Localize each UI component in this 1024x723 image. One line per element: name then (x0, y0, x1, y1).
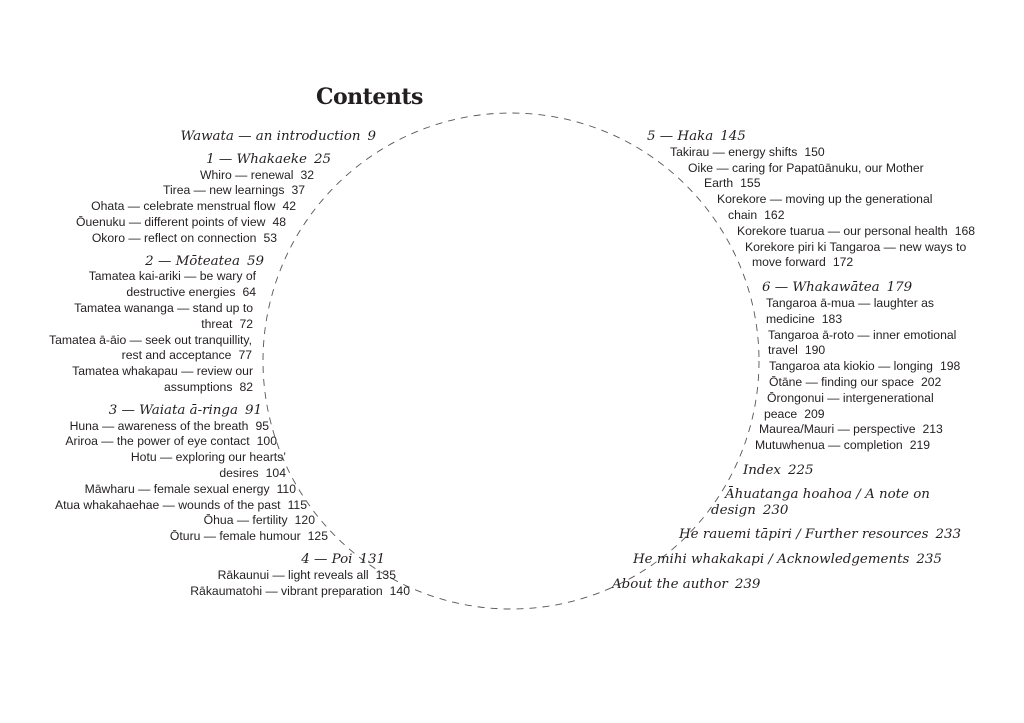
page-number: 168 (954, 223, 976, 238)
entry-title: Index (743, 462, 781, 478)
entry-title: Korekore piri ki Tangaroa — new ways to (745, 239, 967, 254)
entry-title: peace (764, 406, 798, 421)
entry-title: Rākaunui — light reveals all (217, 567, 369, 582)
page-number: 179 (886, 280, 913, 296)
contents-entry (612, 328, 975, 360)
entry-title: Ōtāne — finding our space (769, 374, 914, 389)
section-heading (49, 152, 410, 168)
entry-title: Oike — caring for Papatūānuku, our Mother (688, 160, 924, 175)
entry-title: Atua whakahaehae — wounds of the past (54, 497, 281, 512)
contents-entry (49, 513, 410, 529)
contents-entry (49, 498, 410, 514)
section-heading (49, 552, 410, 568)
contents-entry (612, 422, 975, 438)
contents-entry (49, 231, 410, 247)
page-number: 131 (359, 551, 385, 567)
entry-title: Tamatea whakapau — review our (72, 364, 253, 379)
entry-title: Ōhua — fertility (203, 513, 288, 528)
entry-title: He rauemi tāpiri / Further resources (679, 527, 929, 543)
entry-title: threat (201, 316, 233, 331)
page-number: 77 (238, 348, 252, 363)
contents-entry (612, 296, 975, 328)
page-number: 230 (762, 502, 789, 518)
entry-title: Ōuenuku — different points of view (75, 214, 266, 229)
contents-entry (612, 391, 975, 423)
entry-title: About the author (612, 576, 728, 592)
entry-title: 3 — Waiata ā-ringa (108, 402, 238, 418)
contents-entry (612, 359, 975, 375)
section-heading (612, 129, 975, 145)
entry-title: desires (219, 465, 259, 480)
entry-title: Korekore — moving up the generational (717, 192, 933, 207)
entry-title: Korekore tuarua — our personal health (737, 223, 948, 238)
page-title: Contents (316, 84, 423, 110)
page-number: 135 (375, 567, 396, 582)
contents-entry (612, 438, 975, 454)
entry-title: move forward (752, 255, 826, 270)
entry-title: 2 — Mōteatea (145, 253, 240, 269)
page-number: 140 (389, 583, 410, 598)
page-number: 95 (255, 418, 269, 433)
section-heading (612, 527, 975, 543)
entry-title: Māwharu — female sexual energy (84, 481, 270, 496)
page-number: 115 (287, 497, 307, 512)
entry-title: Tangaroa ā-mua — laughter as (766, 295, 935, 310)
entry-title: He mihi whakakapi / Acknowledgements (633, 552, 910, 568)
contents-entry (49, 419, 410, 435)
contents-right-column (612, 129, 975, 593)
contents-entry (612, 240, 975, 272)
contents-entry (612, 375, 975, 391)
page-number: 59 (246, 253, 264, 269)
entry-title: Ariroa — the power of eye contact (65, 434, 250, 449)
contents-entry (49, 434, 410, 450)
contents-entry (49, 482, 410, 498)
contents-left-column (49, 129, 410, 599)
page-number: 155 (740, 176, 761, 191)
contents-entry (49, 168, 410, 184)
entry-title: design (711, 502, 756, 518)
page-number: 91 (244, 402, 262, 418)
page-number: 48 (272, 214, 286, 229)
section-heading (612, 577, 975, 593)
entry-title: Huna — awareness of the breath (69, 418, 249, 433)
section-heading (49, 403, 410, 419)
entry-title: 1 — Whakaeke (206, 151, 307, 167)
contents-entry (612, 224, 975, 240)
entry-title: Ōturu — female humour (169, 529, 301, 544)
contents-entry (49, 450, 410, 482)
entry-title: Mutuwhenua — completion (755, 438, 903, 453)
entry-title: Tamatea kai-ariki — be wary of (88, 269, 256, 284)
entry-title: Tamatea wananga — stand up to (74, 300, 253, 315)
entry-title: assumptions (164, 379, 233, 394)
entry-title: Tangaroa ata kiokio — longing (769, 359, 933, 374)
page-number: 64 (242, 285, 256, 300)
section-heading (612, 552, 975, 568)
page-number: 9 (367, 129, 376, 144)
entry-title: Okoro — reflect on connection (91, 230, 257, 245)
page-number: 37 (291, 183, 305, 198)
contents-entry (49, 529, 410, 545)
page-number: 42 (282, 199, 296, 214)
entry-title: medicine (766, 311, 815, 326)
entry-title: 5 — Haka (647, 129, 714, 144)
section-heading (49, 254, 410, 270)
entry-title: rest and acceptance (121, 348, 232, 363)
contents-entry (612, 192, 975, 224)
section-heading (612, 280, 975, 296)
entry-title: Whiro — renewal (199, 167, 294, 182)
page-number: 219 (909, 438, 931, 453)
section-heading (612, 487, 975, 519)
contents-entry (49, 568, 410, 584)
entry-title: Tirea — new learnings (162, 183, 285, 198)
page-number: 145 (720, 129, 746, 144)
contents-entry (49, 333, 410, 365)
contents-entry (49, 364, 410, 396)
page-number: 190 (804, 343, 826, 358)
page-number: 25 (313, 151, 331, 167)
entry-title: destructive energies (126, 285, 236, 300)
page-number: 120 (294, 513, 315, 528)
page-number: 198 (939, 359, 961, 374)
contents-entry (612, 145, 975, 161)
section-heading (612, 463, 975, 479)
contents-entry (49, 269, 410, 301)
entry-title: Wawata — an introduction (180, 129, 361, 144)
page-number: 239 (734, 576, 761, 592)
entry-title: Ohata — celebrate menstrual flow (91, 199, 276, 214)
page-number: 172 (832, 255, 854, 270)
entry-title: Maurea/Mauri — perspective (759, 422, 916, 437)
entry-title: Hotu — exploring our hearts’ (130, 450, 286, 465)
entry-title: chain (728, 207, 758, 222)
page-number: 125 (307, 529, 328, 544)
page-number: 82 (239, 379, 253, 394)
page-number: 213 (922, 422, 943, 437)
contents-entry (49, 183, 410, 199)
page-number: 225 (787, 462, 814, 478)
page-number: 110 (276, 481, 296, 496)
page-number: 235 (916, 552, 942, 568)
page-number: 183 (821, 311, 843, 326)
entry-title: Takirau — energy shifts (670, 144, 798, 159)
entry-title: Earth (704, 176, 734, 191)
contents-entry (612, 161, 975, 193)
entry-title: 4 — Poi (301, 551, 353, 567)
entry-title: Rākaumatohi — vibrant preparation (190, 583, 383, 598)
page-number: 202 (920, 374, 942, 389)
page-number: 209 (804, 406, 825, 421)
page-number: 162 (764, 207, 785, 222)
contents-entry (49, 584, 410, 600)
page-number: 150 (804, 144, 825, 159)
entry-title: Tangaroa ā-roto — inner emotional (768, 327, 957, 342)
page-number: 32 (300, 167, 314, 182)
entry-title: Āhuatanga hoahoa / A note on (725, 486, 930, 502)
page-number: 72 (239, 316, 253, 331)
section-heading (49, 129, 410, 145)
page-number: 100 (256, 434, 277, 449)
page-number: 104 (265, 465, 286, 480)
contents-entry (49, 301, 410, 333)
page-number: 233 (935, 527, 962, 543)
entry-title: travel (768, 343, 798, 358)
entry-title: Ōrongonui — intergenerational (767, 390, 934, 405)
contents-entry (49, 199, 410, 215)
contents-entry (49, 215, 410, 231)
entry-title: Tamatea ā-āio — seek out tranquillity, (49, 332, 252, 347)
page-number: 53 (263, 230, 277, 245)
entry-title: 6 — Whakawātea (762, 280, 880, 296)
